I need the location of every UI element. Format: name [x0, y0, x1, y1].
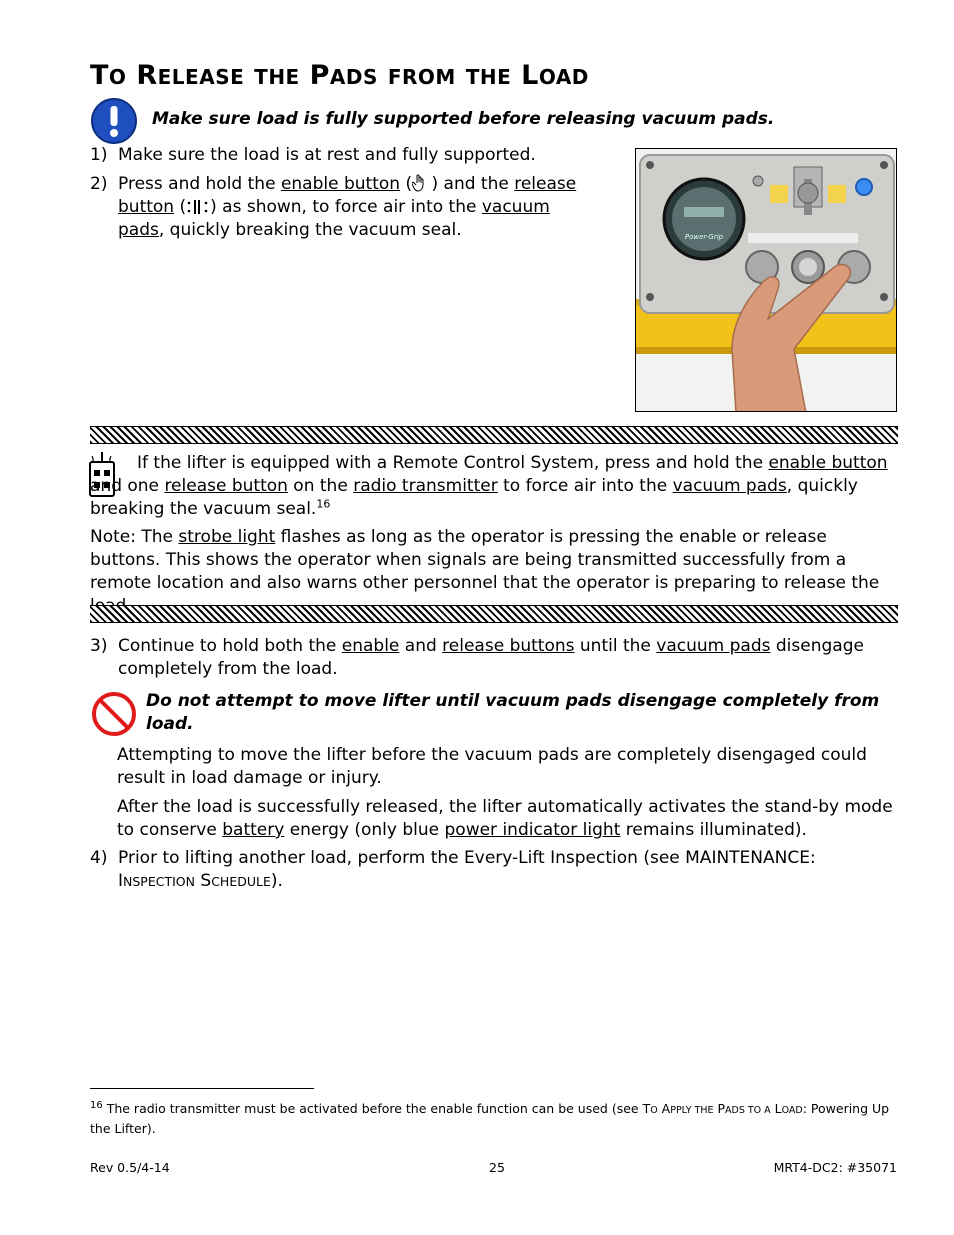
step-text: Press and hold the enable button ( ) and the release button ( ) as shown, to force air into the vacuum pads, quickly breaking the vacuum seal.	[118, 174, 577, 240]
control-panel-photo	[635, 148, 897, 412]
step-4	[90, 847, 898, 893]
section-divider	[90, 605, 898, 623]
after-release-paragraph: After the load is successfully released, the lifter automatically activates the stand-by mode to conserve battery energy (only blue power indicator light remains illuminated).	[117, 797, 893, 840]
power-indicator-light-link[interactable]: power indicator light	[444, 820, 621, 840]
release-button-link[interactable]: release button	[164, 476, 288, 496]
enable-link[interactable]: enable	[341, 636, 400, 656]
step-text: Prior to lifting another load, perform the Every-Lift Inspection (see MAINTENANCE: INSPECTION SCHEDULE).	[118, 848, 816, 891]
radio-transmitter-link[interactable]: radio transmitter	[353, 476, 498, 496]
attempt-paragraph: Attempting to move the lifter before the vacuum pads are completely disengaged could result in load damage or injury.	[117, 745, 867, 788]
release-button-link[interactable]: release button	[118, 174, 577, 217]
step-text: Continue to hold both the enable and release buttons until the vacuum pads disengage completely from the load.	[118, 636, 864, 679]
vacuum-pads-link[interactable]: vacuum pads	[672, 476, 787, 496]
section-divider	[90, 426, 898, 444]
notice-text: Make sure load is fully supported before releasing vacuum pads.	[152, 109, 775, 129]
note-paragraph: Note: The strobe light flashes as long as the operator is pressing the enable or release buttons. This shows the operator when signals are being transmitted successfully from a remote location and also warns other personnel that the operator is preparing to release the	[90, 527, 880, 593]
gauge-label: Power-Grip	[684, 233, 724, 241]
footnote-rule	[90, 1088, 314, 1089]
vacuum-pads-link[interactable]: vacuum pads	[656, 636, 771, 656]
footnote-ref[interactable]: 16	[316, 497, 331, 511]
step-2	[90, 173, 590, 242]
step-number: 2)	[90, 174, 108, 194]
release-icon	[186, 199, 210, 215]
release-buttons-link[interactable]: release buttons	[442, 636, 575, 656]
footer-revision: Rev 0.5/4-14	[90, 1160, 170, 1175]
step-text: Make sure the load is at rest and fully supported.	[118, 145, 536, 165]
page-title: TO RELEASE THE PADS FROM THE LOAD	[90, 60, 589, 91]
step-number: 3)	[90, 636, 108, 656]
footer-model: MRT4-DC2: #35071	[773, 1160, 897, 1175]
enable-button-link[interactable]: enable button	[768, 453, 888, 473]
hand-icon	[412, 174, 426, 192]
notice-exclamation-icon	[90, 97, 138, 145]
step-number: 1)	[90, 145, 108, 165]
control-panel-illustration	[636, 149, 897, 412]
enable-button-link[interactable]: enable button	[280, 174, 401, 194]
strobe-light-link[interactable]: strobe light	[178, 527, 276, 547]
step-1	[90, 144, 610, 167]
step-number: 4)	[90, 848, 108, 868]
vacuum-pads-link[interactable]: vacuum pads	[118, 197, 550, 240]
footnote: $^{16}$ The radio transmitter must be activated before the enable function can be used (see TO APPLY THE PADS TO A LOAD: Powering Up the Lifter).	[90, 1099, 890, 1136]
step-3	[90, 635, 880, 681]
page-number: 25	[489, 1160, 505, 1175]
remote-paragraph: If the lifter is equipped with a Remote Control System, press and hold the enable button and one release button on the radio transmitter to force air into the vacuum pads, quickly breaking the vacuum seal.$^{16}$	[90, 453, 888, 519]
battery-link[interactable]: battery	[222, 820, 285, 840]
warning-text: Do not attempt to move lifter until vacuum pads disengage completely from load.	[146, 691, 880, 734]
